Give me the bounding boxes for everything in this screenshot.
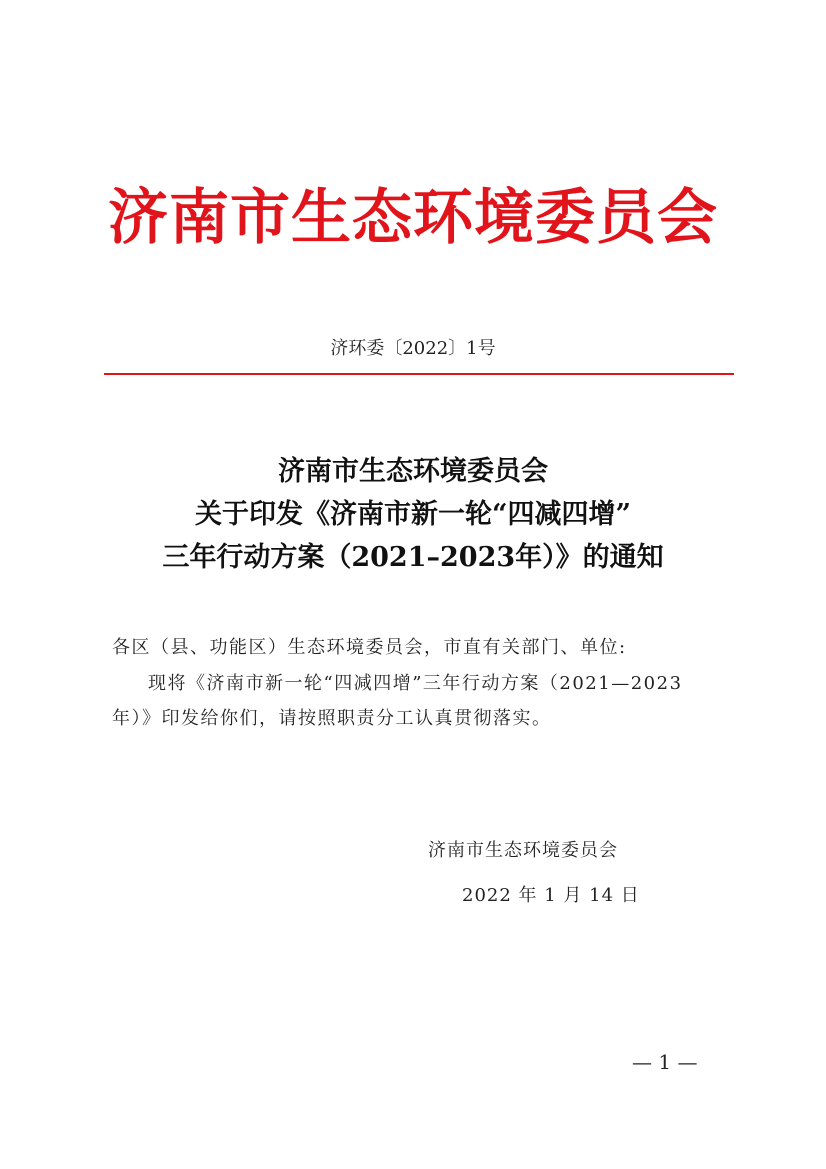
signature-date: 2022 年 1 月 14 日 bbox=[462, 885, 640, 906]
page-number: — 1 — bbox=[632, 1050, 698, 1074]
red-divider-rule bbox=[104, 373, 734, 375]
title-line-2: 关于印发《济南市新一轮“四减四增” bbox=[194, 499, 632, 530]
issuing-organization-header: 济南市生态环境委员会 bbox=[108, 183, 718, 253]
signature-organization: 济南市生态环境委员会 bbox=[428, 840, 618, 861]
document-title bbox=[0, 450, 826, 579]
body-paragraph: 现将《济南市新一轮“四减四增”三年行动方案（2021—2023 年）》印发给你们，请按照职责分工认真贯彻落实。 bbox=[112, 673, 683, 729]
salutation: 各区（县、功能区）生态环境委员会，市直有关部门、单位: bbox=[112, 637, 627, 658]
title-line-1: 济南市生态环境委员会 bbox=[278, 456, 548, 487]
document-number: 济环委〔2022〕1号 bbox=[330, 338, 496, 359]
title-line-3: 三年行动方案（2021–2023年）》的通知 bbox=[162, 542, 664, 573]
